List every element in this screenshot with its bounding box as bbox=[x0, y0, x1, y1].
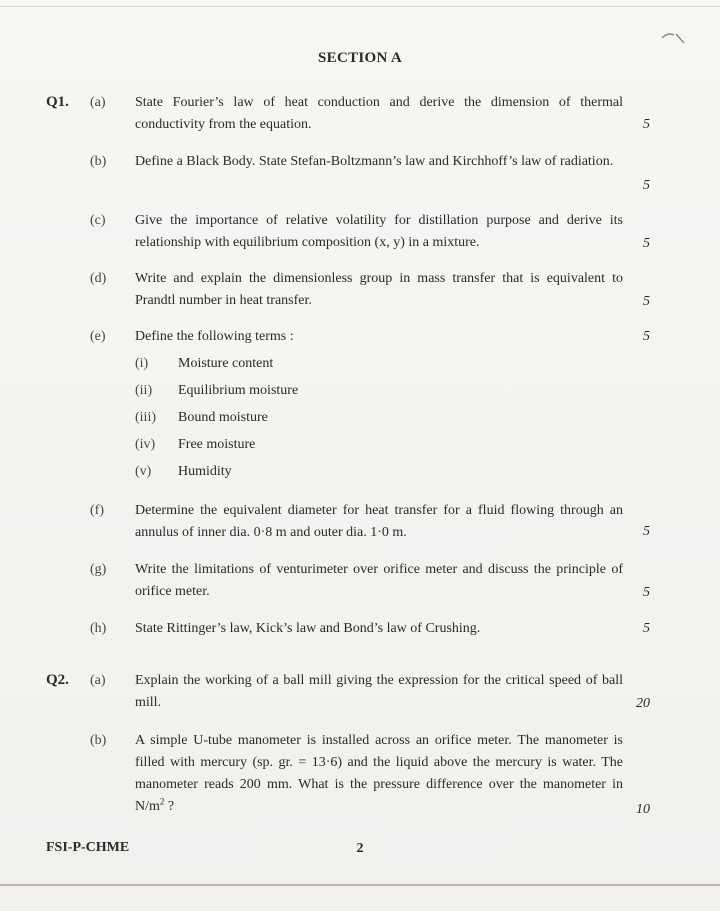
page-number: 2 bbox=[356, 841, 364, 856]
q1-part-g-label: (g) bbox=[90, 562, 107, 577]
q1-part-h-marks: 5 bbox=[643, 621, 650, 636]
q1-part-g-marks: 5 bbox=[643, 585, 650, 600]
q1-part-h-text: State Rittinger’s law, Kick’s law and Bond’s law of Crushing. bbox=[135, 621, 481, 636]
question-number-q1: Q1. bbox=[46, 94, 69, 110]
question-number-q2: Q2. bbox=[46, 672, 69, 688]
e-term-text: Humidity bbox=[178, 464, 232, 479]
q2-part-b-body: A simple U-tube manometer is installed across an orifice meter. The manometer is filled with mercury (sp. gr. = 13·6) and the liquid above the mercury is water. The manometer reads 200 mm. What is the pressure difference over the manometer in N/m bbox=[135, 733, 623, 814]
q1-part-b-label: (b) bbox=[90, 154, 107, 169]
q2-part-b-tail: ? bbox=[164, 799, 175, 814]
q1-part-a-text: State Fourier’s law of heat conduction and derive the dimension of thermal conductivity from the equation. bbox=[135, 95, 623, 132]
section-title: SECTION A bbox=[318, 50, 402, 66]
q1-part-e-marks: 5 bbox=[643, 329, 650, 344]
q1-part-f-text: Determine the equivalent diameter for heat transfer for a fluid flowing through an annulus of inner dia. 0·8 m and outer dia. 1·0 m. bbox=[135, 503, 623, 540]
q1-part-e-text: Define the following terms : bbox=[135, 329, 294, 344]
page-bottom-edge bbox=[0, 884, 720, 886]
q2-part-b-marks: 10 bbox=[636, 802, 650, 817]
q1-part-c-label: (c) bbox=[90, 213, 106, 228]
page-top-edge bbox=[0, 6, 720, 7]
e-term-text: Moisture content bbox=[178, 356, 274, 371]
pen-mark bbox=[660, 30, 688, 46]
q1-part-g-text: Write the limitations of venturimeter over orifice meter and discuss the principle of orifice meter. bbox=[135, 562, 623, 599]
q2-part-a-label: (a) bbox=[90, 673, 106, 688]
q1-part-b-text: Define a Black Body. State Stefan-Boltzmann’s law and Kirchhoff’s law of radiation. bbox=[135, 154, 614, 169]
q2-part-b-text bbox=[135, 730, 623, 818]
q1-part-a-label: (a) bbox=[90, 95, 106, 110]
q1-part-c-text: Give the importance of relative volatility for distillation purpose and derive its relationship with equilibrium composition (x, y) in a mixture. bbox=[135, 213, 623, 250]
e-term-text: Free moisture bbox=[178, 437, 256, 452]
e-term-roman: (i) bbox=[135, 356, 149, 371]
q2-part-b-superscript: 2 bbox=[159, 796, 165, 807]
q2-part-b-label: (b) bbox=[90, 733, 107, 748]
q1-part-d-text: Write and explain the dimensionless group in mass transfer that is equivalent to Prandtl number in heat transfer. bbox=[135, 271, 623, 308]
e-term-roman: (ii) bbox=[135, 383, 153, 398]
q1-part-c-marks: 5 bbox=[643, 236, 650, 251]
e-term-text: Equilibrium moisture bbox=[178, 383, 299, 398]
e-term-roman: (v) bbox=[135, 464, 152, 479]
q1-part-d-marks: 5 bbox=[643, 294, 650, 309]
q1-part-b-marks: 5 bbox=[643, 178, 650, 193]
q1-part-f-marks: 5 bbox=[643, 524, 650, 539]
q2-part-a-marks: 20 bbox=[636, 696, 650, 711]
e-term-roman: (iv) bbox=[135, 437, 156, 452]
q1-part-e-label: (e) bbox=[90, 329, 106, 344]
e-term-roman: (iii) bbox=[135, 410, 156, 425]
q1-part-h-label: (h) bbox=[90, 621, 107, 636]
paper-code: FSI-P-CHME bbox=[46, 840, 130, 855]
e-term-text: Bound moisture bbox=[178, 410, 268, 425]
q1-part-a-marks: 5 bbox=[643, 117, 650, 132]
q1-part-d-label: (d) bbox=[90, 271, 107, 286]
q2-part-a-text: Explain the working of a ball mill giving the expression for the critical speed of ball mill. bbox=[135, 673, 623, 710]
q1-part-f-label: (f) bbox=[90, 503, 104, 518]
